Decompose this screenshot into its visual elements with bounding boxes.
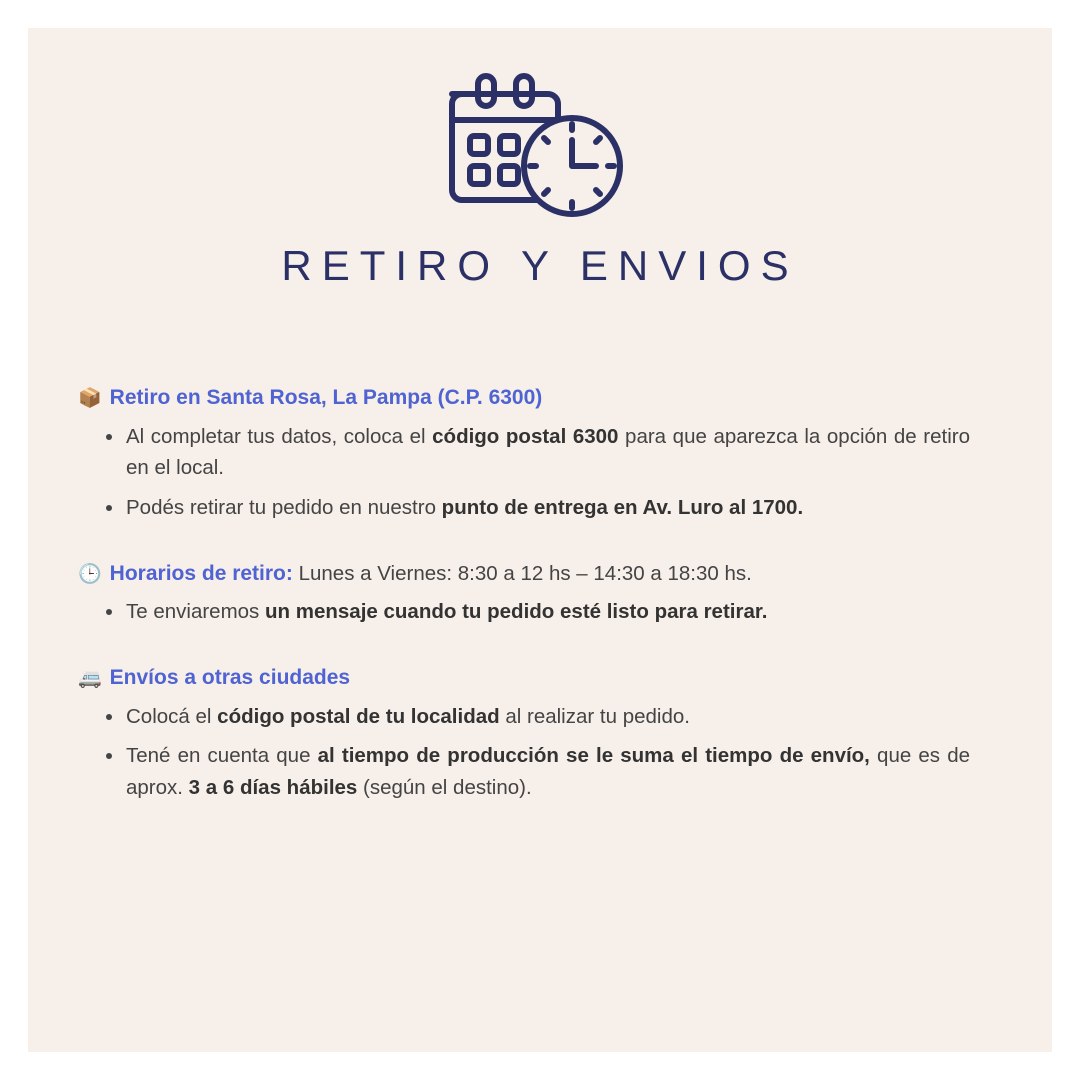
text-part: para que aparezca la opción de retiro en el local. (126, 424, 970, 480)
section-title: Retiro en Santa Rosa, La Pampa (C.P. 6300) (109, 386, 543, 409)
text-part-bold: 3 a 6 días hábiles (188, 776, 358, 800)
section-heading (78, 662, 980, 695)
calendar-clock-icon (430, 68, 650, 228)
text-part: al realizar tu pedido. (499, 704, 690, 728)
list-item (126, 740, 980, 804)
list-item (126, 492, 980, 524)
text-part-bold: código postal de tu localidad (217, 704, 500, 728)
section-title: Horarios de retiro: (109, 561, 293, 585)
bullet-list (78, 701, 980, 804)
text-part-bold: un mensaje cuando tu pedido esté listo para retirar. (265, 600, 768, 624)
package-icon: 📦 (78, 388, 102, 409)
section-retiro (78, 382, 980, 524)
bullet-list (78, 421, 980, 524)
text-part-bold: al tiempo de producción se le suma el tiempo de envío, (317, 744, 870, 768)
text-part: que es de aprox. (126, 744, 971, 800)
hero (28, 28, 1052, 290)
text-part: (según el destino). (357, 776, 532, 800)
content (28, 382, 1052, 804)
list-item (126, 421, 980, 485)
section-horarios (78, 558, 980, 628)
text-part: Te enviaremos (126, 600, 266, 624)
section-title-wrap (110, 558, 752, 591)
section-heading (78, 382, 980, 415)
list-item (126, 596, 980, 628)
text-part-bold: código postal 6300 (432, 424, 619, 448)
text-part-bold: punto de entrega en Av. Luro al 1700. (441, 496, 804, 520)
bullet-list (78, 596, 980, 628)
page-title: RETIRO Y ENVIOS (281, 242, 799, 289)
text-part: Colocá el (126, 704, 218, 728)
text-part: Al completar tus datos, coloca el (126, 424, 433, 448)
info-card (28, 28, 1052, 1052)
clock-icon: 🕒 (78, 563, 102, 585)
section-envios (78, 662, 980, 804)
section-title-suffix: Lunes a Viernes: 8:30 a 12 hs – 14:30 a 18:30 hs. (292, 561, 752, 585)
section-heading (78, 558, 980, 591)
text-part: Podés retirar tu pedido en nuestro (126, 496, 442, 520)
text-part: Tené en cuenta que (126, 744, 318, 768)
list-item (126, 701, 980, 733)
truck-icon: 🚐 (78, 668, 102, 690)
section-title: Envíos a otras ciudades (109, 666, 351, 690)
